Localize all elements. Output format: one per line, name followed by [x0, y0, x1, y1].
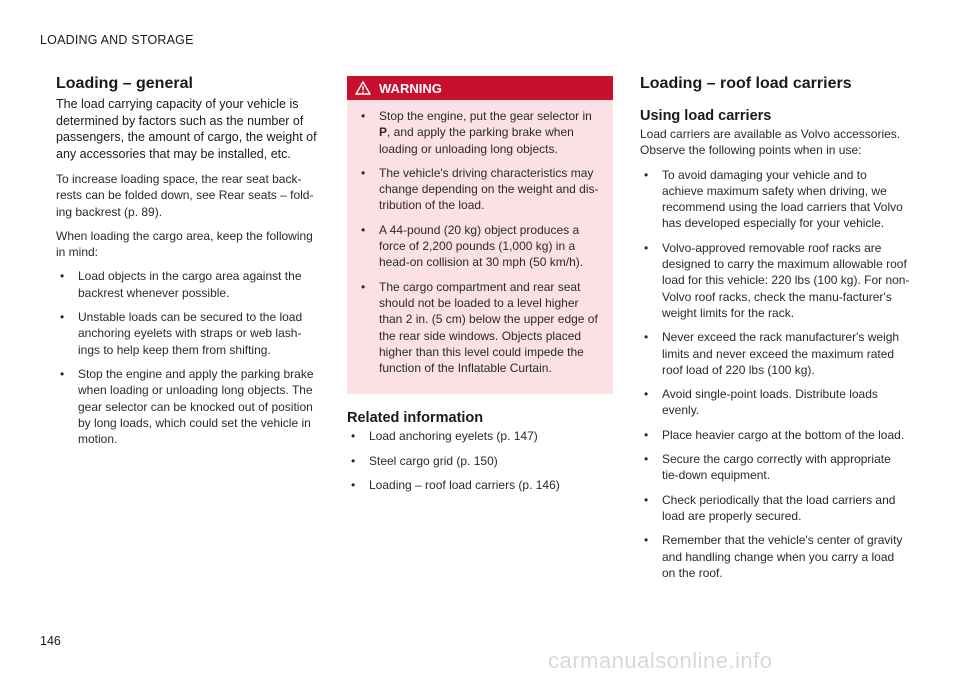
- list-item: • Unstable loads can be secured to the load anchoring eyelets with straps or web lash-ings to help keep them from shifting.: [60, 310, 303, 357]
- intro-paragraph: Load carriers are available as Volvo accessories. Observe the following points when in use:: [640, 127, 901, 158]
- list-item: • Never exceed the rack manufacturer's weigh limits and never exceed the maximum rated roof load of 220 lbs (100 kg).: [644, 330, 900, 377]
- bullet-list: [56, 268, 320, 447]
- bullet-icon: •: [644, 387, 649, 402]
- warning-header: [347, 76, 613, 100]
- list-item: • Avoid single-point loads. Distribute loads evenly.: [644, 387, 878, 418]
- warning-box: [347, 76, 613, 394]
- roof-load-carriers-column: [640, 72, 910, 581]
- bullet-icon: •: [361, 109, 366, 123]
- subsection-title: Using load carriers: [640, 108, 772, 124]
- warning-triangle-icon: [355, 81, 371, 95]
- bullet-icon: •: [644, 167, 649, 182]
- bullet-icon: •: [644, 240, 649, 255]
- warning-list: [347, 100, 613, 394]
- list-item: • To avoid damaging your vehicle and to achieve maximum safety when driving, we recommend using the load carriers that Volvo has developed especially for your vehicle.: [644, 167, 903, 231]
- bullet-list: [640, 167, 910, 582]
- list-item: • Place heavier cargo at the bottom of the load.: [644, 427, 905, 442]
- page-number: 146: [40, 634, 61, 648]
- warning-title: WARNING: [379, 80, 442, 96]
- list-item: • Secure the cargo correctly with appropriate tie-down equipment.: [644, 452, 891, 483]
- body-paragraph: To increase loading space, the rear seat back-rests can be folded down, see Rear seats – fold-ing backrest (p. 89).: [56, 172, 314, 219]
- bullet-icon: •: [361, 165, 366, 180]
- lead-paragraph: The load carrying capacity of your vehicle is determined by factors such as the number of passengers, the amount of cargo, the weight of any accessories that may be installed, etc.: [56, 97, 317, 161]
- bullet-icon: •: [361, 222, 366, 237]
- bullet-icon: •: [351, 453, 356, 468]
- bullet-icon: •: [644, 533, 649, 548]
- body-paragraph: When loading the cargo area, keep the following in mind:: [56, 228, 313, 260]
- list-item: • A 44-pound (20 kg) object produces a force of 2,200 pounds (1,000 kg) in a head-on collision at 30 mph (50 km/h).: [361, 222, 584, 270]
- section-title: Loading – roof load carriers: [640, 75, 852, 92]
- gear-position-p: P: [379, 125, 388, 140]
- list-item: • Stop the engine and apply the parking brake when loading or unloading long objects. The gear selector can be knocked out of position by long loads, which could set the vehicle in motion.: [60, 366, 314, 447]
- related-link[interactable]: • Load anchoring eyelets (p. 147): [351, 429, 538, 444]
- bullet-icon: •: [644, 452, 649, 467]
- loading-general-column: [56, 72, 320, 447]
- list-item: • The vehicle's driving characteristics may change depending on the weight and dis-tribution of the load.: [361, 165, 599, 213]
- bullet-icon: •: [361, 279, 366, 294]
- list-item: • Remember that the vehicle's center of gravity and handling change when you carry a load on the roof.: [644, 533, 903, 580]
- related-links: [347, 428, 613, 493]
- bullet-icon: •: [644, 492, 649, 507]
- list-item: • Load objects in the cargo area against the backrest whenever possible.: [60, 269, 302, 300]
- section-title: Loading – general: [56, 75, 193, 92]
- bullet-icon: •: [60, 366, 65, 381]
- warning-column: [347, 72, 613, 493]
- related-information-title: Related information: [347, 410, 484, 427]
- watermark-text: carmanualsonline.info: [548, 648, 773, 673]
- section-header: LOADING AND STORAGE: [40, 33, 194, 47]
- list-item: • Volvo-approved removable roof racks are designed to carry the maximum allowable roof load for this vehicle: 220 lbs (100 kg). For non-Volvo roof racks, check the manu-facturer's weight limits for the rack.: [644, 240, 910, 320]
- related-link[interactable]: • Loading – roof load carriers (p. 146): [351, 478, 560, 493]
- bullet-icon: •: [60, 310, 65, 325]
- related-link[interactable]: • Steel cargo grid (p. 150): [351, 453, 498, 468]
- list-item: • Check periodically that the load carriers and load are properly secured.: [644, 492, 896, 523]
- bullet-icon: •: [351, 429, 356, 444]
- bullet-icon: •: [644, 330, 649, 345]
- bullet-icon: •: [60, 269, 65, 284]
- bullet-icon: •: [351, 478, 356, 493]
- bullet-icon: •: [644, 427, 649, 442]
- list-item: • Stop the engine, put the gear selector in P, and apply the parking brake when loading or unloading long objects.: [361, 109, 592, 156]
- list-item: • The cargo compartment and rear seat should not be loaded to a level higher than 2 in. (5 cm) below the upper edge of the rear side windows. Objects placed higher than this level could impede the function of the Inflatable Curtain.: [361, 279, 598, 376]
